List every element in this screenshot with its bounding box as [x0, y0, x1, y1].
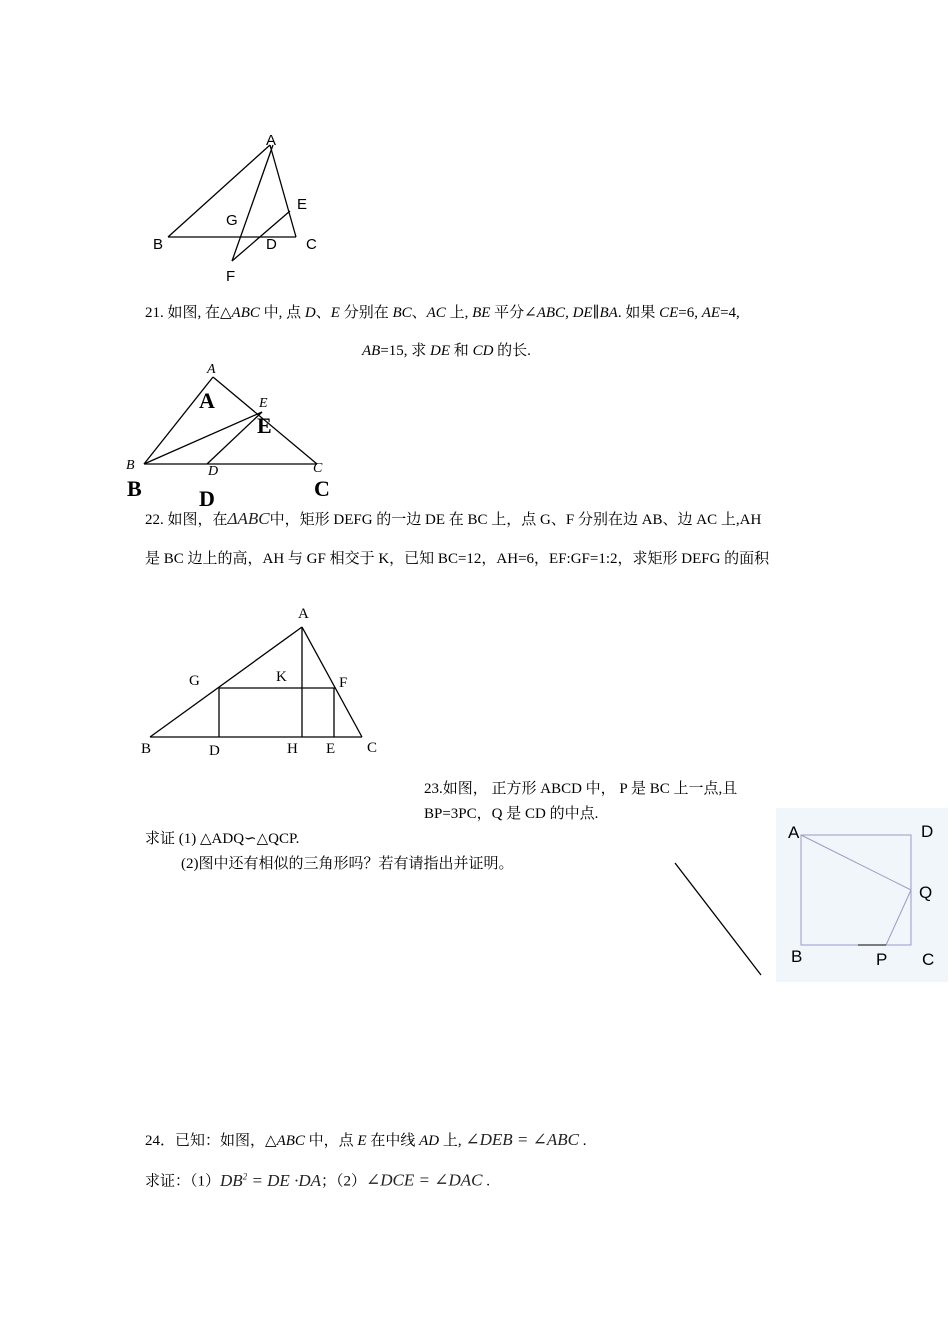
fig22-label-g: G	[189, 673, 200, 689]
fig21-label-b-big: B	[127, 476, 142, 501]
q22-line1: 22. 如图，在ΔABC中，矩形 DEFG 的一边 DE 在 BC 上，点 G、F 分别在边 AB、边 AC 上,AH	[145, 509, 762, 528]
fig20-label-b: B	[153, 236, 164, 253]
q24-condition: ∠DEB = ∠ABC	[465, 1130, 579, 1149]
q24-line1: 24．已知：如图，△ABC 中，点 E 在中线 AD 上, ∠DEB = ∠ABC .	[145, 1130, 587, 1149]
q23-line2: BP=3PC，Q 是 CD 的中点.	[424, 806, 599, 822]
q24-line2: 求证：$(1)DB^2$ = DE ·DA；（2）∠DCE = ∠DAC .	[145, 1170, 490, 1190]
q24-formula-1: $DB^2$ = DE ·DA	[220, 1170, 321, 1190]
fig20-label-a: A	[266, 132, 277, 149]
fig22-label-k: K	[276, 669, 287, 685]
diagonal-line	[670, 858, 770, 978]
fig23-label-a: A	[788, 823, 800, 842]
q23-line4: (2)图中还有相似的三角形吗？若有请指出并证明。	[181, 856, 514, 872]
fig20-label-f: F	[226, 268, 236, 285]
q22-number: 22.	[145, 512, 164, 528]
fig21-label-d-big: D	[199, 486, 215, 511]
fig21-label-c-small: C	[313, 461, 323, 476]
q21-line2: AB=15, 求 DE 和 CD 的长.	[362, 343, 531, 359]
fig23-label-q: Q	[919, 883, 933, 902]
q24-number: 24．	[145, 1133, 176, 1149]
figure-20	[140, 125, 340, 285]
fig23-label-c: C	[922, 950, 935, 969]
fig21-label-c-big: C	[314, 476, 330, 501]
fig22-label-d: D	[209, 743, 220, 759]
fig22-label-c: C	[367, 740, 378, 756]
figure-22	[135, 600, 395, 760]
q21-number: 21.	[145, 305, 164, 321]
fig21-label-d-small: D	[208, 464, 219, 479]
fig21-label-e-small: E	[259, 396, 268, 411]
fig21-label-a-big: A	[199, 388, 215, 413]
fig22-label-a: A	[298, 606, 309, 622]
fig22-label-e: E	[326, 741, 336, 757]
q24-formula-2: ∠DCE = ∠DAC	[366, 1170, 483, 1190]
fig23-label-b: B	[791, 947, 803, 966]
fig20-label-g: G	[226, 212, 238, 229]
q21-line1: 21. 如图, 在△ABC 中, 点 D、E 分别在 BC、AC 上, BE 平分∠ABC, DE∥BA. 如果 CE=6, AE=4,	[145, 305, 740, 321]
fig20-label-d: D	[266, 236, 277, 253]
fig22-label-f: F	[339, 675, 348, 691]
q23-line1: 23.如图， 正方形 ABCD 中， P 是 BC 上一点,且	[424, 781, 738, 797]
q23-line3: 求证 (1) △ADQ∽△QCP.	[145, 831, 300, 847]
fig21-label-a-small: A	[207, 362, 216, 377]
fig20-label-c: C	[306, 236, 317, 253]
q22-line2: 是 BC 边上的高，AH 与 GF 相交于 K，已知 BC=12，AH=6，EF:GF=1:2，求矩形 DEFG 的面积	[145, 551, 770, 567]
fig23-label-p: P	[876, 950, 888, 969]
fig22-label-h: H	[287, 741, 298, 757]
fig21-label-b-small: B	[126, 458, 135, 473]
fig20-label-e: E	[297, 196, 308, 213]
figure-21	[120, 358, 340, 511]
fig21-label-e-big: E	[257, 413, 272, 438]
figure-23	[776, 808, 948, 982]
fig23-label-d: D	[921, 822, 934, 841]
fig22-label-b: B	[141, 741, 152, 757]
